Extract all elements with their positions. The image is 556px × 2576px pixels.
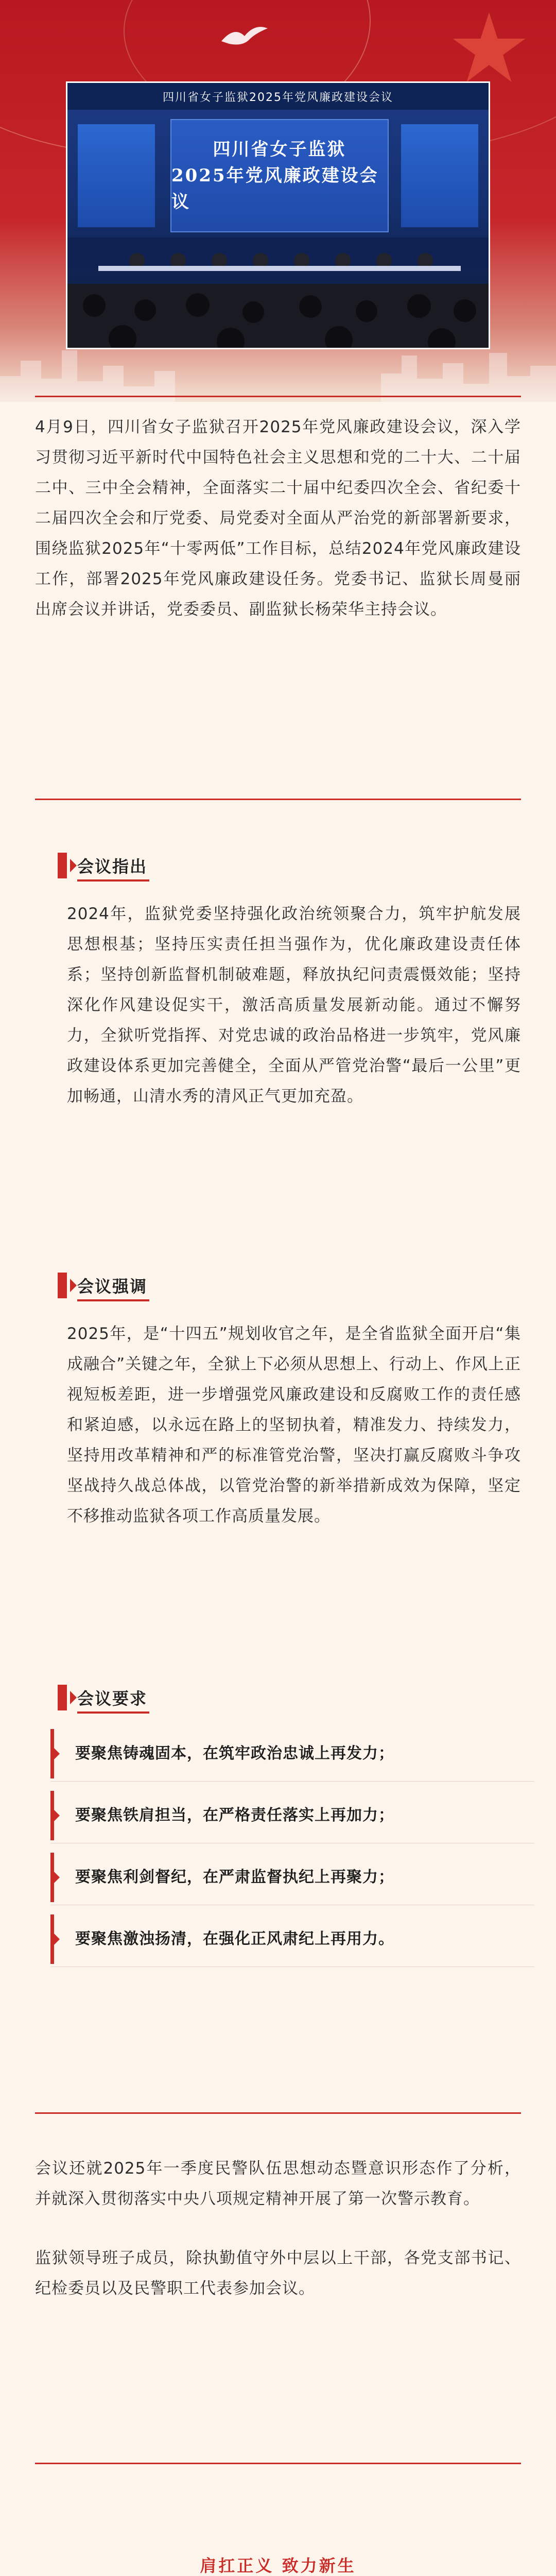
screen-title-line2: 2025年党风廉政建设会议 (171, 165, 379, 212)
closing-paragraph-2: 监狱领导班子成员，除执勤值守外中层以上干部，各党支部书记、纪检委员以及民警职工代表参加会议。 (35, 2249, 521, 2298)
requirement-text: 要聚焦铸魂固本，在筑牢政治忠诚上再发力； (75, 1744, 394, 1762)
screen-title-line1: 四川省女子监狱 (213, 139, 346, 160)
audience-head (454, 299, 476, 322)
requirement-item (50, 1788, 534, 1843)
heading-triangle (70, 1279, 77, 1292)
section-title: 会议强调 (77, 1277, 148, 1296)
heading-bar (58, 1685, 67, 1710)
requirement-text: 要聚焦铁肩担当，在严格责任落实上再加力； (75, 1806, 394, 1824)
intro-paragraph: 4月9日，四川省女子监狱召开2025年党风廉政建设会议，深入学习贯彻习近平新时代中国特色社会主义思想和党的二十大、二十届二中、三中全会精神，全面落实二十届中纪委四次全会、省纪委十二届四次全会和厅党委、局党委对全面从严治党的新部署新要求，围绕监狱2025年“十零两低”工作目标，总结2024年党风廉政建设工作，部署2025年党风廉政建设任务。党委书记、监狱长周曼丽出席会议并讲话，党委委员、副监狱长杨荣华主持会议。 (35, 418, 521, 619)
requirement-item (50, 1911, 534, 1967)
section-body-emphasized (67, 1319, 521, 1532)
requirement-text: 要聚焦激浊扬清，在强化正风肃纪上再用力。 (75, 1930, 394, 1948)
main-screen (170, 119, 389, 232)
side-screen-left (78, 124, 155, 227)
section-heading-emphasized (77, 1273, 147, 1298)
requirement-arrow-icon (54, 1933, 60, 1945)
audience-head (325, 326, 353, 349)
star-icon (450, 9, 528, 87)
requirement-item (50, 1726, 534, 1782)
requirement-arrow-icon (54, 1871, 60, 1884)
heading-triangle (70, 859, 77, 872)
header-banner (0, 0, 556, 402)
footer-tagline: 肩扛正义 致力新生 (200, 2556, 356, 2575)
heading-underline (77, 1299, 149, 1301)
requirement-arrow-icon (54, 1809, 60, 1822)
stage-top-banner (67, 83, 489, 110)
section-paragraph: 2024年，监狱党委坚持强化政治统领聚合力，筑牢护航发展思想根基；坚持压实责任担当强作为，优化廉政建设责任体系；坚持创新监督机制破难题，释放执纪问责震慑效能；坚持深化作风建设促实干，激活高质量发展新动能。通过不懈努力，全狱听党指挥、对党忠诚的政治品格进一步筑牢，党风廉政建设体系更加完善健全，全面从严管党治警“最后一公里”更加畅通，山清水秀的清风正气更加充盈。 (67, 905, 521, 1106)
heading-triangle (70, 1691, 77, 1704)
audience-head (356, 300, 377, 322)
audience-head (217, 328, 245, 349)
section-heading-pointed-out (77, 853, 147, 878)
section-body-pointed-out (67, 899, 521, 1112)
heading-underline (77, 1711, 149, 1714)
requirement-arrow-icon (54, 1748, 60, 1760)
section-title: 会议指出 (77, 857, 148, 876)
section-title: 会议要求 (77, 1689, 148, 1708)
closing-paragraph-1: 会议还就2025年一季度民警队伍思想动态暨意识形态作了分析，并就深入贯彻落实中央八项规定精神开展了第一次警示教育。 (35, 2159, 521, 2208)
section-heading-requirements (77, 1685, 147, 1710)
heading-bar (58, 1273, 67, 1298)
audience-head (83, 294, 106, 317)
audience-head (407, 294, 431, 318)
divider-line (35, 2463, 521, 2464)
meeting-photo (66, 81, 490, 349)
audience-head (299, 295, 322, 318)
heading-underline (77, 879, 149, 882)
audience-head (109, 325, 136, 349)
stage-top-banner-text: 四川省女子监狱2025年党风廉政建设会议 (163, 91, 393, 104)
divider-line (35, 2112, 521, 2114)
presidium-desk (98, 266, 461, 271)
audience-head (134, 299, 156, 321)
requirement-text: 要聚焦利剑督纪，在严肃监督执纪上再聚力； (75, 1868, 394, 1886)
divider-line (35, 396, 521, 397)
dove-icon (219, 21, 270, 52)
requirement-divider (50, 1781, 534, 1782)
audience-head (186, 293, 210, 317)
side-screen-right (401, 124, 478, 227)
closing-block (35, 2154, 521, 2304)
audience-head (242, 301, 264, 323)
intro-block (35, 412, 521, 625)
requirement-item (50, 1850, 534, 1905)
divider-line (35, 799, 521, 800)
heading-bar (58, 853, 67, 878)
audience-head (428, 328, 456, 349)
section-paragraph: 2025年，是“十四五”规划收官之年，是全省监狱全面开启“集成融合”关键之年，全狱上下必须从思想上、行动上、作风上正视短板差距，进一步增强党风廉政建设和反腐败工作的责任感和紧迫感，以永远在路上的坚韧执着，精准发力、持续发力，坚持用改革精神和严的标准管党治警，坚决打赢反腐败斗争攻坚战持久战总体战，以管党治警的新举措新成效为保障，坚定不移推动监狱各项工作高质量发展。 (67, 1325, 521, 1526)
audience (67, 284, 489, 349)
